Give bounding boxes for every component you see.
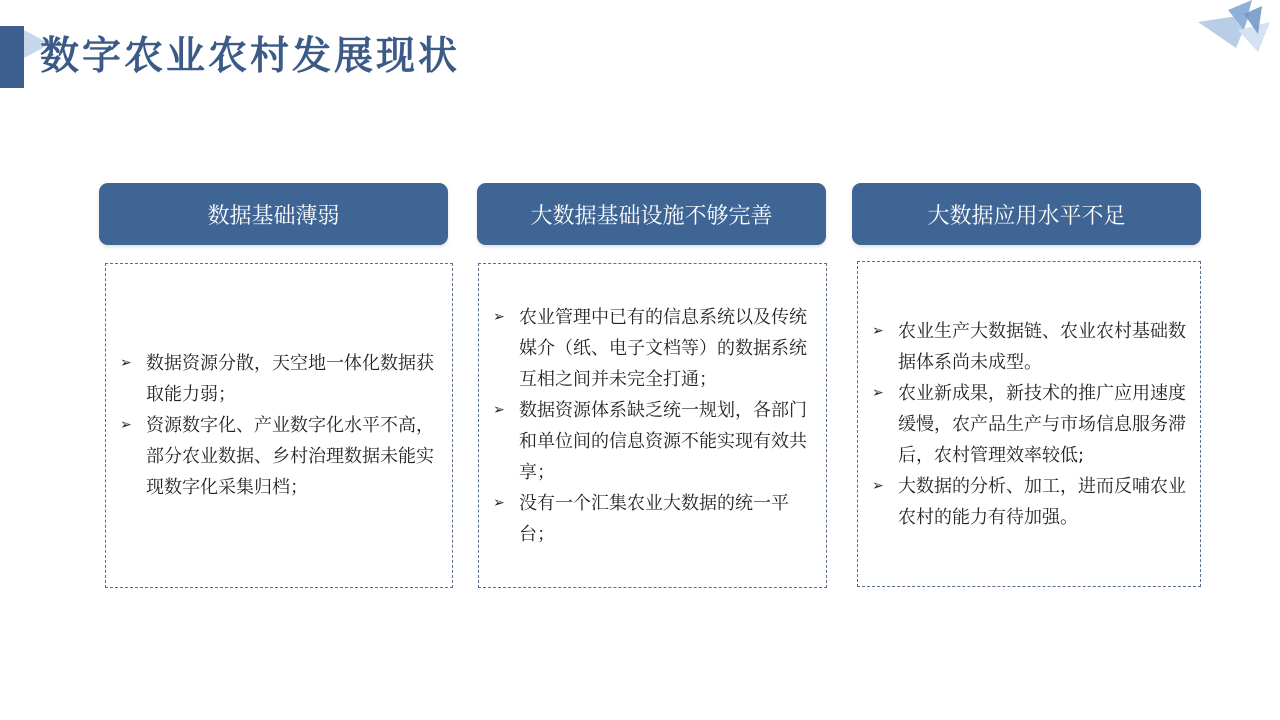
column-box-1 [105, 263, 453, 588]
list-item-text: 农业新成果，新技术的推广应用速度缓慢，农产品生产与市场信息服务滞后，农村管理效率较低; [898, 382, 1186, 466]
list-item-text: 大数据的分析、加工，进而反哺农业农村的能力有待加强。 [898, 475, 1186, 528]
list-item [870, 471, 1190, 533]
list-item [491, 302, 816, 395]
bullet-list-3 [870, 316, 1190, 533]
decorative-triangles-icon [1198, 0, 1270, 52]
bullet-list-2 [491, 302, 816, 550]
list-item [870, 378, 1190, 471]
list-item [118, 348, 442, 410]
list-item [870, 316, 1190, 378]
column-box-2 [478, 263, 827, 588]
list-item-text: 没有一个汇集农业大数据的统一平台； [519, 492, 789, 545]
column-header-2 [477, 183, 826, 245]
column-header-2-label: 大数据基础设施不够完善 [530, 203, 773, 229]
arrowhead-bullet-icon: ➢ [120, 355, 132, 371]
list-item-text: 数据资源分散，天空地一体化数据获取能力弱； [146, 353, 434, 405]
arrowhead-bullet-icon: ➢ [493, 494, 505, 511]
column-header-3 [852, 183, 1201, 245]
column-box-3 [857, 261, 1201, 587]
bullet-list-1 [118, 348, 442, 503]
arrowhead-bullet-icon: ➢ [872, 322, 884, 339]
column-header-1 [99, 183, 448, 245]
list-item [118, 410, 442, 503]
list-item-text: 资源数字化、产业数字化水平不高，部分农业数据、乡村治理数据未能实现数字化采集归档； [146, 415, 434, 498]
title-accent-bar [0, 26, 24, 88]
list-item [491, 395, 816, 488]
arrowhead-bullet-icon: ➢ [493, 308, 505, 325]
column-header-1-label: 数据基础薄弱 [207, 203, 340, 229]
list-item [491, 488, 816, 550]
arrowhead-bullet-icon: ➢ [872, 384, 884, 401]
arrowhead-bullet-icon: ➢ [120, 417, 132, 433]
list-item-text: 农业管理中已有的信息系统以及传统媒介（纸、电子文档等）的数据系统互相之间并未完全打通； [519, 306, 807, 390]
list-item-text: 农业生产大数据链、农业农村基础数据体系尚未成型。 [898, 320, 1186, 373]
page-title: 数字农业农村发展现状 [40, 34, 461, 79]
list-item-text: 数据资源体系缺乏统一规划，各部门和单位间的信息资源不能实现有效共享； [519, 399, 807, 483]
column-header-3-label: 大数据应用水平不足 [927, 203, 1126, 229]
arrowhead-bullet-icon: ➢ [872, 477, 884, 494]
arrowhead-bullet-icon: ➢ [493, 401, 505, 418]
